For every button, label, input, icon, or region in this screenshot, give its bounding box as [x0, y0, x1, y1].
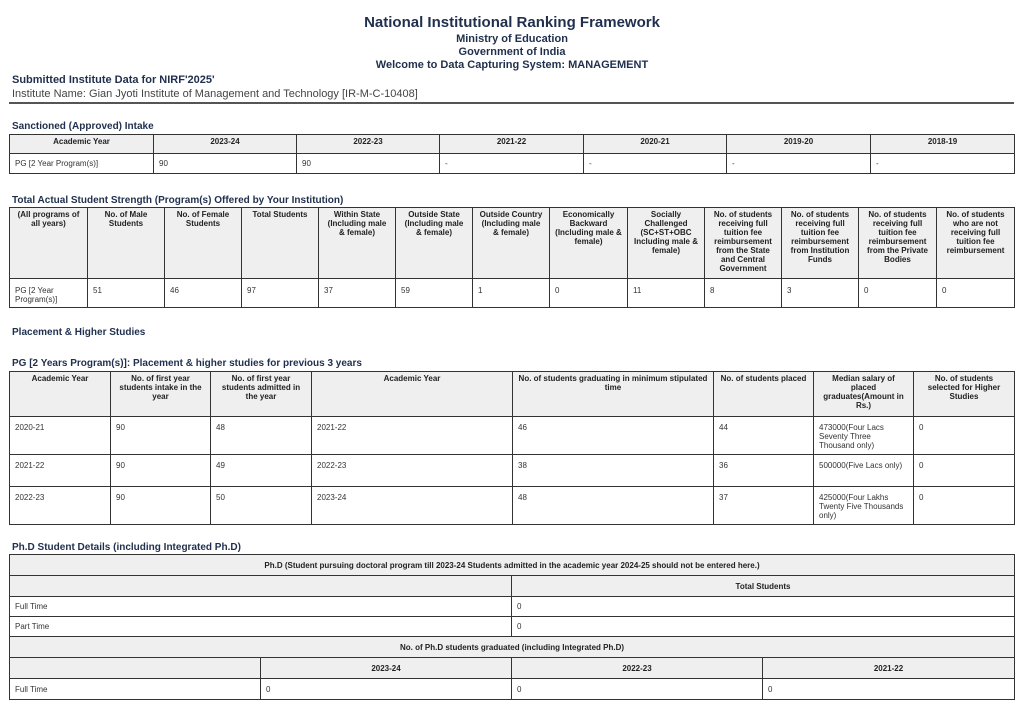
column-header: No. of students receiving full tuition fee reimbursement from the Private Bodies: [859, 208, 937, 279]
table-cell: 0: [512, 617, 1015, 637]
table-cell: Full Time: [10, 679, 261, 700]
column-header-blank: [10, 658, 261, 679]
table-row: [10, 487, 1015, 525]
column-header: No. of first year students intake in the year: [111, 372, 211, 417]
column-header: Academic Year: [312, 372, 513, 417]
table-cell: 2021-22: [312, 417, 513, 455]
phd-title: Ph.D Student Details (including Integrated Ph.D): [12, 542, 241, 553]
table-cell: 3: [782, 279, 859, 308]
column-header: No. of students graduating in minimum stipulated time: [513, 372, 714, 417]
table-cell: 8: [705, 279, 782, 308]
table-cell: 36: [714, 455, 814, 487]
column-header: Socially Challenged (SC+ST+OBC Including male & female): [628, 208, 705, 279]
table-cell: 46: [513, 417, 714, 455]
table-cell: 0: [550, 279, 628, 308]
column-header: 2023-24: [154, 135, 297, 154]
column-header: No. of Male Students: [88, 208, 165, 279]
table-cell: 2022-23: [312, 455, 513, 487]
table-cell: 37: [319, 279, 396, 308]
column-header: Academic Year: [10, 372, 111, 417]
column-header: Outside State (Including male & female): [396, 208, 473, 279]
phd-table: [9, 554, 1015, 700]
table-row: [10, 679, 1015, 700]
table-cell: 473000(Four Lacs Seventy Three Thousand only): [814, 417, 914, 455]
table-row: [10, 455, 1015, 487]
column-header: 2021-22: [440, 135, 584, 154]
column-header: 2023-24: [261, 658, 512, 679]
placement-table-title: PG [2 Years Program(s)]: Placement & higher studies for previous 3 years: [12, 358, 362, 369]
table-row: [10, 597, 1015, 617]
table-header-row: [10, 637, 1015, 658]
column-header: Within State (Including male & female): [319, 208, 396, 279]
table-cell: 2020-21: [10, 417, 111, 455]
placement-table: [9, 371, 1015, 525]
header-divider: [9, 102, 1014, 104]
column-header: No. of students receiving full tuition fee reimbursement from Institution Funds: [782, 208, 859, 279]
table-cell: 0: [261, 679, 512, 700]
phd-graduated-header: No. of Ph.D students graduated (including Integrated Ph.D): [10, 637, 1015, 658]
table-cell: 90: [154, 154, 297, 174]
column-header: Outside Country (Including male & female): [473, 208, 550, 279]
ministry-label: Ministry of Education: [456, 33, 568, 45]
table-cell: 0: [937, 279, 1015, 308]
table-cell: 0: [512, 597, 1015, 617]
column-header: 2022-23: [512, 658, 763, 679]
column-header: Academic Year: [10, 135, 154, 154]
table-cell: Full Time: [10, 597, 512, 617]
placement-section-title: Placement & Higher Studies: [12, 327, 146, 338]
column-header: No. of students placed: [714, 372, 814, 417]
table-cell: 44: [714, 417, 814, 455]
table-cell: 90: [297, 154, 440, 174]
table-cell: Part Time: [10, 617, 512, 637]
table-row: [10, 154, 1015, 174]
table-row: [10, 417, 1015, 455]
table-cell: -: [584, 154, 727, 174]
table-cell: 49: [211, 455, 312, 487]
table-cell: 90: [111, 487, 211, 525]
government-label: Government of India: [458, 46, 566, 58]
table-cell: 59: [396, 279, 473, 308]
student-strength-title: Total Actual Student Strength (Program(s) Offered by Your Institution): [12, 195, 344, 206]
table-cell: PG [2 Year Program(s)]: [10, 154, 154, 174]
table-cell: 46: [165, 279, 242, 308]
table-cell: 0: [859, 279, 937, 308]
table-cell: PG [2 Year Program(s)]: [10, 279, 88, 308]
column-header: No. of first year students admitted in the year: [211, 372, 312, 417]
table-cell: 0: [914, 487, 1015, 525]
table-header-row: [10, 658, 1015, 679]
table-cell: 500000(Five Lacs only): [814, 455, 914, 487]
table-cell: 0: [512, 679, 763, 700]
table-header-row: [10, 372, 1015, 417]
table-cell: 38: [513, 455, 714, 487]
table-header-row: [10, 208, 1015, 279]
table-cell: 97: [242, 279, 319, 308]
table-row: [10, 617, 1015, 637]
institute-name: Institute Name: Gian Jyoti Institute of Management and Technology [IR-M-C-10408]: [12, 88, 418, 100]
table-cell: 90: [111, 455, 211, 487]
table-cell: 1: [473, 279, 550, 308]
table-cell: -: [440, 154, 584, 174]
table-cell: -: [871, 154, 1015, 174]
table-cell: 51: [88, 279, 165, 308]
table-cell: 425000(Four Lakhs Twenty Five Thousands only): [814, 487, 914, 525]
table-cell: 50: [211, 487, 312, 525]
table-header-row: [10, 555, 1015, 576]
table-cell: -: [727, 154, 871, 174]
column-header: No. of Female Students: [165, 208, 242, 279]
column-header: No. of students who are not receiving full tuition fee reimbursement: [937, 208, 1015, 279]
column-header: 2022-23: [297, 135, 440, 154]
column-header: 2020-21: [584, 135, 727, 154]
column-header: (All programs of all years): [10, 208, 88, 279]
table-header-row: [10, 576, 1015, 597]
table-cell: 2022-23: [10, 487, 111, 525]
table-cell: 0: [914, 417, 1015, 455]
table-cell: 2021-22: [10, 455, 111, 487]
table-cell: 48: [513, 487, 714, 525]
sanctioned-intake-table: [9, 134, 1015, 174]
phd-pursuing-header: Ph.D (Student pursuing doctoral program till 2023-24 Students admitted in the academic year 2024-25 should not be entered here.): [10, 555, 1015, 576]
table-header-row: [10, 135, 1015, 154]
table-cell: 90: [111, 417, 211, 455]
student-strength-table: [9, 207, 1015, 308]
table-row: [10, 279, 1015, 308]
total-students-header: Total Students: [512, 576, 1015, 597]
table-cell: 48: [211, 417, 312, 455]
welcome-label: Welcome to Data Capturing System: MANAGEMENT: [375, 59, 649, 71]
table-cell: 11: [628, 279, 705, 308]
column-header: Median salary of placed graduates(Amount in Rs.): [814, 372, 914, 417]
submission-title: Submitted Institute Data for NIRF'2025': [12, 74, 215, 86]
table-cell: 0: [914, 455, 1015, 487]
column-header: 2018-19: [871, 135, 1015, 154]
table-cell: 0: [763, 679, 1015, 700]
column-header: Economically Backward (Including male & female): [550, 208, 628, 279]
column-header: Total Students: [242, 208, 319, 279]
sanctioned-intake-title: Sanctioned (Approved) Intake: [12, 121, 154, 132]
page-title: National Institutional Ranking Framework: [364, 14, 660, 31]
column-header: 2021-22: [763, 658, 1015, 679]
table-cell: 2023-24: [312, 487, 513, 525]
column-header: No. of students receiving full tuition fee reimbursement from the State and Central Government: [705, 208, 782, 279]
column-header-blank: [10, 576, 512, 597]
column-header: No. of students selected for Higher Studies: [914, 372, 1015, 417]
column-header: 2019-20: [727, 135, 871, 154]
table-cell: 37: [714, 487, 814, 525]
